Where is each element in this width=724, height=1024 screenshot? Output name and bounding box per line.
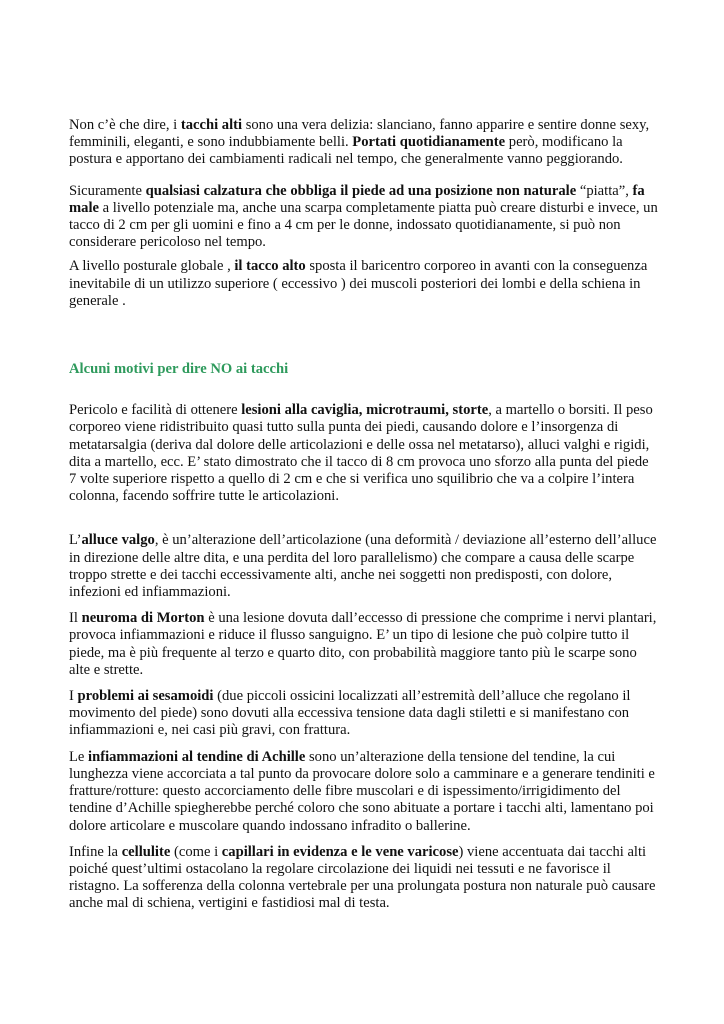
bold-text: capillari in evidenza e le vene varicose: [221, 843, 459, 860]
text-run: sono una vera delizia: slanciano, fanno apparire e sentire donne sexy, femminili, eleganti, e sono indubbiamente belli.: [69, 117, 650, 151]
bold-text: il tacco alto: [234, 258, 306, 275]
text-run: , a martello o borsiti. Il peso corporeo viene ridistribuito quasi tutto sulla punta dei piedi, causando dolore e l’insorgenza di metatarsalgia (deriva dal dolore delle articolazioni e delle ossa nel metatarso), alluci valghi e rigidi, dita a martello, ecc. E’ stato dimostrato che il tacco di 8 cm provoca uno sforzo alla punta del piede 7 volte superiore rispetto a quello di 2 cm e che si verifica uno squilibrio che va a colpire l’intera colonna, facendo soffrire tutte le articolazioni.: [69, 402, 653, 505]
text-run: Il: [69, 610, 82, 627]
text-run: (due piccoli ossicini localizzati all’estremità dell’alluce che regolano il movimento del piede) sono dovuti alla eccessiva tensione data dagli stiletti e si manifestano con infiammazioni e, nei casi più gravi, con frattura.: [69, 688, 631, 739]
text-run: A livello posturale globale ,: [69, 258, 235, 275]
text-run: I: [69, 688, 78, 705]
bold-text: alluce valgo: [81, 532, 155, 549]
text-run: però, modificano la postura e apportano dei cambiamenti radicali nel tempo, che generalmente vanno peggiorando.: [69, 134, 623, 168]
bold-text: infiammazioni al tendine di Achille: [88, 748, 306, 765]
text-run: Sicuramente: [69, 182, 146, 199]
text-run: Non c’è che dire, i: [69, 117, 181, 133]
text-run: L’: [69, 532, 82, 549]
paragraph-lesioni: [69, 402, 658, 505]
text-run: è una lesione dovuta dall’eccesso di pressione che comprime i nervi plantari, provoca infiammazioni e riduce il flusso sanguigno. E’ un tipo di lesione che può colpire tutto il piede, ma è più frequente al terzo e quarto dito, con probabilità maggiore tanto più le scarpe sono alte e strette.: [69, 610, 657, 678]
text-run: (come i: [170, 843, 222, 860]
bold-text: tacchi alti: [180, 117, 243, 133]
paragraph-alluce-valgo: [69, 532, 658, 601]
text-run: sposta il baricentro corporeo in avanti con la conseguenza inevitabile di un utilizzo superiore ( eccessivo ) dei muscoli posteriori dei lombi e della schiena in generale .: [69, 258, 648, 309]
document-page: [69, 117, 658, 913]
paragraph-tendine-achille: [69, 749, 658, 835]
text-run: Infine la: [69, 843, 122, 860]
text-run: ) viene accentuata dai tacchi alti poiché quest’ultimi ostacolano la regolare circolazione dei liquidi nei tessuti e ne favorisce il ristagno. La sofferenza della colonna vertebrale per una prolungata postura non naturale può causare anche mal di schiena, vertigini e fastidiosi mal di testa.: [69, 843, 656, 912]
intro-paragraph-1: [69, 117, 658, 169]
paragraph-sesamoidi: [69, 688, 658, 740]
bold-text: cellulite: [121, 843, 171, 860]
bold-text: qualsiasi calzatura che obbliga il piede ad una posizione non naturale: [145, 182, 577, 199]
text-run: Le: [69, 748, 89, 765]
intro-paragraph-3: [69, 258, 658, 310]
bold-text: Portati quotidianamente: [352, 134, 506, 151]
text-run: , è un’alterazione dell’articolazione (una deformità / deviazione all’esterno dell’alluce in direzione delle altre dita, e una perdita del loro parallelismo) che compare a causa delle scarpe troppo strette e dei tacchi eccessivamente alti, anche nei soggetti non predisposti, con dolore, infezioni ed infiammazioni.: [69, 532, 657, 601]
text-run: “piatta”,: [576, 182, 633, 199]
bold-text: lesioni alla caviglia, microtraumi, storte: [241, 402, 489, 419]
intro-paragraph-2: [69, 183, 658, 252]
bold-text: fa male: [69, 182, 645, 216]
section-heading: Alcuni motivi per dire NO ai tacchi: [69, 361, 289, 378]
paragraph-neuroma-morton: [69, 610, 658, 679]
text-run: Pericolo e facilità di ottenere: [69, 402, 242, 419]
text-run: sono un’alterazione della tensione del tendine, la cui lunghezza viene accorciata a tal punto da provocare dolore solo a camminare e a generare tendiniti e fratture/rotture: questo accorciamento delle fibre muscolari e di ispessimento/irrigidimento del tendine d’Achille spiegherebbe perché coloro che sono abituate a portare i tacchi alti, lamentano poi dolore articolare e muscolare quando indossano infradito o ballerine.: [69, 748, 655, 834]
paragraph-cellulite: [69, 844, 658, 913]
bold-text: neuroma di Morton: [81, 610, 205, 627]
bold-text: problemi ai sesamoidi: [77, 688, 214, 705]
text-run: a livello potenziale ma, anche una scarpa completamente piatta può creare disturbi e invece, un tacco di 2 cm per gli uomini e fino a 4 cm per le donne, indossato quotidianamente, si può non considerare pericoloso nel tempo.: [69, 199, 658, 251]
